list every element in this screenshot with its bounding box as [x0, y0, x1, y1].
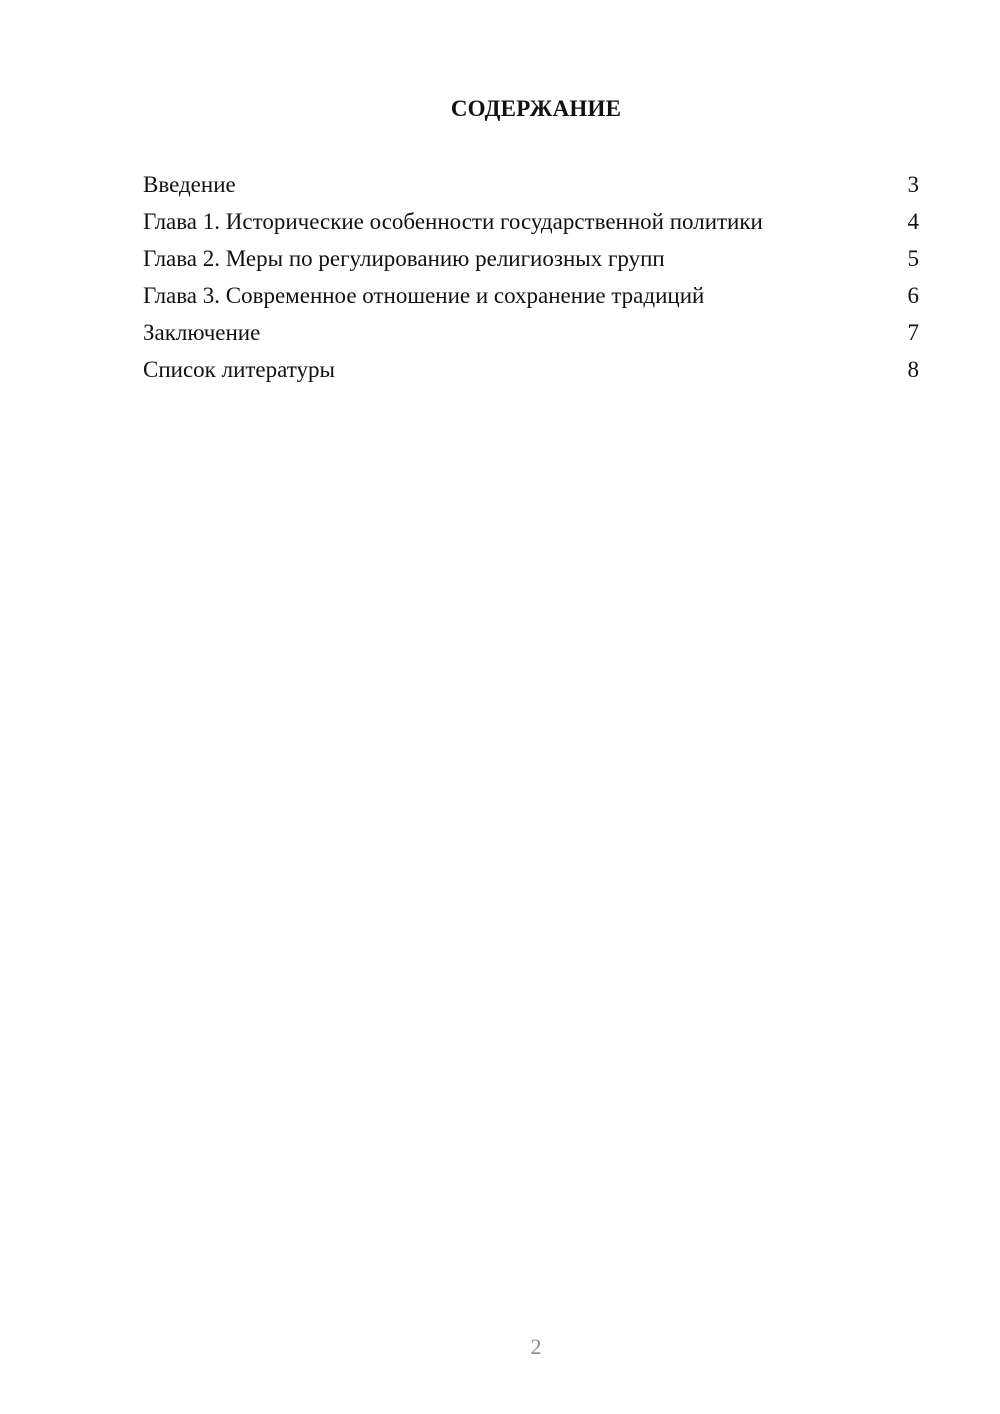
toc-entry-chapter-3: [143, 280, 919, 317]
page-title: СОДЕРЖАНИЕ: [450, 96, 622, 121]
toc-entry-page: 6: [907, 283, 919, 308]
toc-entry-label: Введение: [143, 172, 236, 197]
toc-entry-chapter-1: [143, 206, 919, 243]
toc-entry-chapter-2: [143, 243, 919, 280]
toc-entry-label: Глава 3. Современное отношение и сохранение традиций: [143, 283, 705, 308]
page-number: 2: [530, 1334, 542, 1359]
table-of-contents: [143, 169, 919, 391]
toc-entry-page: 7: [907, 320, 919, 345]
toc-entry-page: 8: [907, 357, 919, 382]
toc-entry-label: Глава 1. Исторические особенности государственной политики: [143, 209, 763, 234]
toc-entry-page: 5: [907, 246, 919, 271]
toc-entry-page: 3: [907, 172, 919, 197]
toc-entry-introduction: [143, 169, 919, 206]
toc-entry-label: Глава 2. Меры по регулированию религиозных групп: [143, 246, 665, 271]
toc-entry-label: Список литературы: [143, 357, 335, 382]
toc-entry-bibliography: [143, 354, 919, 391]
toc-entry-label: Заключение: [143, 320, 261, 345]
toc-entry-conclusion: [143, 317, 919, 354]
toc-entry-page: 4: [907, 209, 919, 234]
